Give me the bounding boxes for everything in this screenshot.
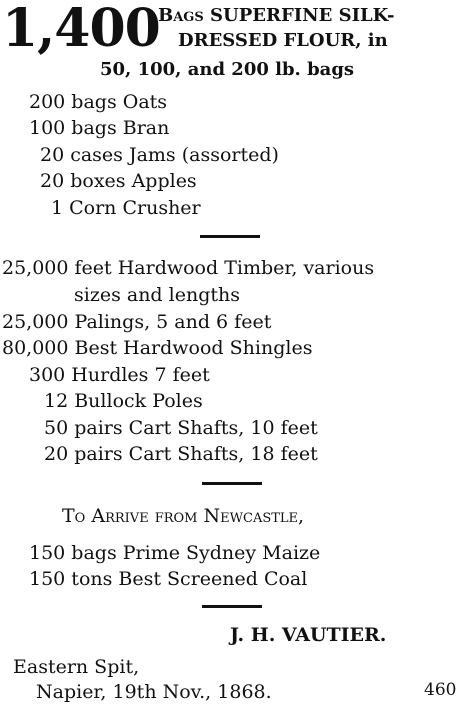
item-coal: 150 tons Best Screened Coal (29, 568, 308, 590)
address-line-1: Eastern Spit, (13, 656, 140, 678)
item-bullock-poles: 12 Bullock Poles (44, 390, 203, 412)
item-hardwood-timber: 25,000 feet Hardwood Timber, various (2, 257, 375, 279)
item-hardwood-timber-continued: sizes and lengths (74, 284, 240, 306)
item-shingles: 80,000 Best Hardwood Shingles (2, 337, 313, 359)
item-palings: 25,000 Palings, 5 and 6 feet (2, 311, 272, 333)
headline-quantity: 1,400 (2, 0, 160, 59)
item-oats: 200 bags Oats (29, 91, 168, 113)
headline-line-3: 50, 100, and 200 lb. bags (100, 59, 355, 80)
arrive-heading: To Arrive from Newcastle, (62, 505, 305, 527)
item-bran: 100 bags Bran (29, 117, 170, 139)
item-cart-shafts-18: 20 pairs Cart Shafts, 18 feet (44, 443, 318, 465)
headline-line-2: DRESSED FLOUR, in (178, 30, 388, 51)
signature: J. H. VAUTIER. (230, 624, 387, 646)
divider-rule-3 (202, 605, 262, 608)
divider-rule-2 (202, 482, 262, 485)
ad-number: 460 (424, 680, 457, 700)
item-apples: 20 boxes Apples (40, 170, 197, 192)
address-line-2: Napier, 19th Nov., 1868. (36, 681, 272, 703)
item-corn-crusher: 1 Corn Crusher (51, 197, 201, 219)
item-hurdles: 300 Hurdles 7 feet (29, 364, 210, 386)
item-maize: 150 bags Prime Sydney Maize (29, 542, 321, 564)
divider-rule-1 (200, 235, 260, 238)
item-cart-shafts-10: 50 pairs Cart Shafts, 10 feet (44, 417, 318, 439)
item-jams: 20 cases Jams (assorted) (40, 144, 279, 166)
headline-line-1: Bags SUPERFINE SILK- (158, 5, 395, 26)
